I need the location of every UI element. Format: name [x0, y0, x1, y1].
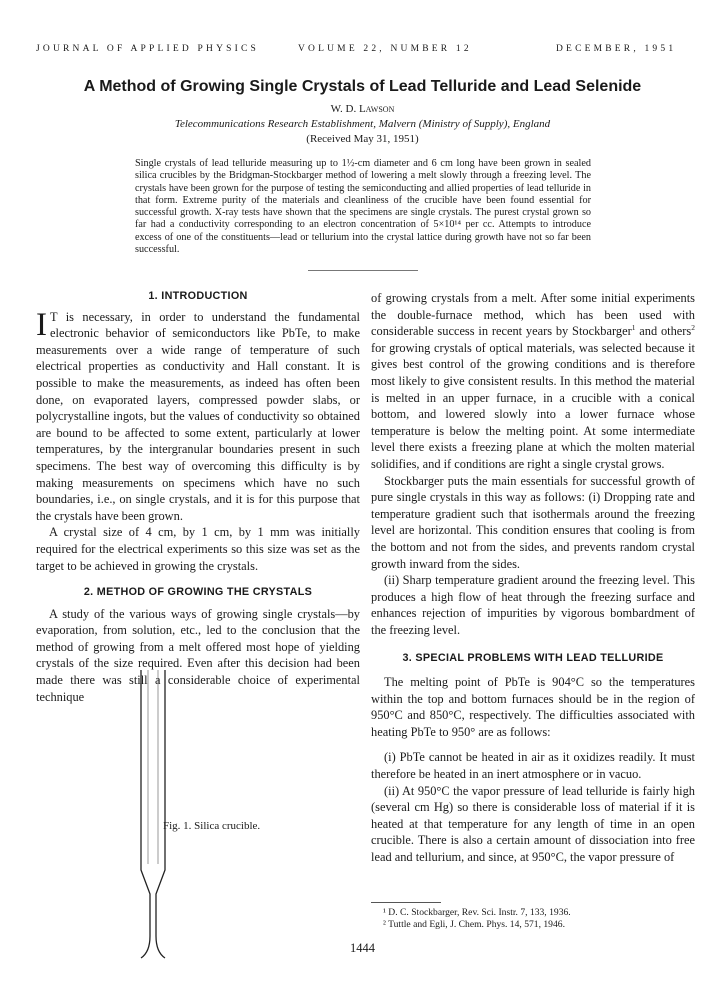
intro-paragraph-1-text: T is necessary, in order to understand the fundamental electronic behavior of semiconductors like PbTe, to make measurements over a wide range of temperature of such electrical properties as conductivity and Hall constant. It is possible to make the measurements, as indeed has often been done, on evaporated layers, compressed powder slabs, or polycrystalline ingots, but the values of conductivity so obtained are bound to be affected to some extent, particularly at lower temperatures, by the intergranular boundaries present in such specimens. The best way of overcoming this difficulty is by making measurements on specimens which have no such boundaries, i.e., on single crystals, and it is for this purpose that the crystals have been grown.	[36, 309, 360, 523]
method-text-c: for growing crystals of optical materials, was selected because it gives best control of the growing conditions and is therefore most likely to give consistent results. In this method the material is melted in an upper furnace, in a crucible with a conical bottom, and lowered slowly into a lower furnace whose temperature is below the melting point. At some intermediate level there exists a freezing plane at which the molten material solidifies, and if conditions are right a single crystal grows.	[371, 340, 695, 471]
method-paragraph-1: A study of the various ways of growing single crystals—by evaporation, from solution, etc., led to the conclusion that the method of growing from a melt offered most hope of yielding crystals of the size required. Even after this decision had been made there was still a considerable choice of experimental technique	[36, 606, 360, 704]
journal-name: JOURNAL OF APPLIED PHYSICS	[36, 44, 260, 54]
abstract-divider	[308, 270, 418, 271]
section-heading-special-problems: 3. SPECIAL PROBLEMS WITH LEAD TELLURIDE	[402, 652, 664, 665]
temperature-gradient-paragraph: (ii) Sharp temperature gradient around the freezing level. This produces a high flow of heat through the freezing surface and enhances rejection of impurities by vigorous bombardment of the freezing level.	[371, 573, 695, 637]
issue-date: DECEMBER, 1951	[556, 44, 677, 54]
section-heading-introduction: 1. INTRODUCTION	[148, 290, 248, 302]
method-text-a: of growing crystals from a melt. After some initial experiments the double-furnace method, which has been used with considerable success in recent years by Stockbarger	[371, 291, 695, 339]
left-column	[36, 288, 360, 705]
affiliation: Telecommunications Research Establishment, Malvern (Ministry of Supply), England	[174, 118, 551, 130]
method-paragraph-continued	[371, 290, 695, 473]
volume-number: VOLUME 22, NUMBER 12	[298, 44, 472, 54]
footnotes	[371, 907, 695, 930]
footnote-1: ¹ D. C. Stockbarger, Rev. Sci. Instr. 7, 133, 1936.	[383, 907, 571, 918]
method-text-b: and others	[635, 324, 692, 339]
right-column	[371, 290, 695, 866]
page-number: 1444	[350, 941, 375, 955]
footnote-divider	[371, 902, 441, 903]
footnote-ref-2: 2	[691, 323, 695, 333]
intro-paragraph-2: A crystal size of 4 cm, by 1 cm, by 1 mm was initially required for the electrical experiments so this size was set as the target to be achieved in growing the crystals.	[36, 525, 360, 573]
paper-title: A Method of Growing Single Crystals of Lead Telluride and Lead Selenide	[83, 78, 642, 95]
author: W. D. Lawson	[330, 103, 395, 115]
silica-crucible-figure	[138, 668, 168, 968]
footnote-ref-1: 1	[631, 323, 636, 333]
section-heading-method: 2. METHOD OF GROWING THE CRYSTALS	[83, 586, 313, 599]
received-date: (Received May 31, 1951)	[306, 133, 419, 145]
melting-point-paragraph: The melting point of PbTe is 904°C so the temperatures within the top and bottom furnaces should be in the region of 950°C and 850°C, respectively. The difficulties associated with heating PbTe to 950° are as follows:	[371, 675, 695, 739]
stockbarger-essentials: Stockbarger puts the main essentials for successful growth of pure single crystals in this way as follows: (i) Dropping rate and temperature gradient such that isothermals around the freezing level are horizontal. This condition ensures that cooling is from the bottom and not from the sides, and prevents random crystal growth inward from the sides.	[371, 473, 695, 571]
vapor-pressure-paragraph: (ii) At 950°C the vapor pressure of lead telluride is fairly high (several cm Hg) so there is considerable loss of material if it is heated at that temperature for any length of time in an open crucible. There is also a certain amount of dissociation into free lead and tellurium, and since, at 950°C, the vapor pressure of	[371, 783, 695, 864]
intro-paragraph-1	[36, 306, 360, 525]
oxidation-paragraph: (i) PbTe cannot be heated in air as it oxidizes readily. It must therefore be heated in an inert atmosphere or in vacuo.	[371, 750, 695, 782]
footnote-2: ² Tuttle and Egli, J. Chem. Phys. 14, 571, 1946.	[383, 918, 565, 930]
figure-caption: Fig. 1. Silica crucible.	[163, 820, 261, 832]
drop-cap: I	[36, 306, 47, 343]
abstract: Single crystals of lead telluride measuring up to 1½-cm diameter and 6 cm long have been grown in sealed silica crucibles by the Bridgman-Stockbarger method of lowering a melt slowly through a freezing level. The crystals have been grown for the purpose of testing the semiconducting and allied properties of lead telluride in that form. Extreme purity of the materials and cleanliness of the crucible have been found essential for successful growth. X-ray tests have shown that the specimens are single crystals. The purest crystal grown so far had a conductivity corresponding to an electron concentration of 5×10¹⁴ per cc. Attempts to introduce excess of one of the constituents—lead or tellurium into the crystal lattice during growth have not so far been successful.	[135, 158, 591, 256]
